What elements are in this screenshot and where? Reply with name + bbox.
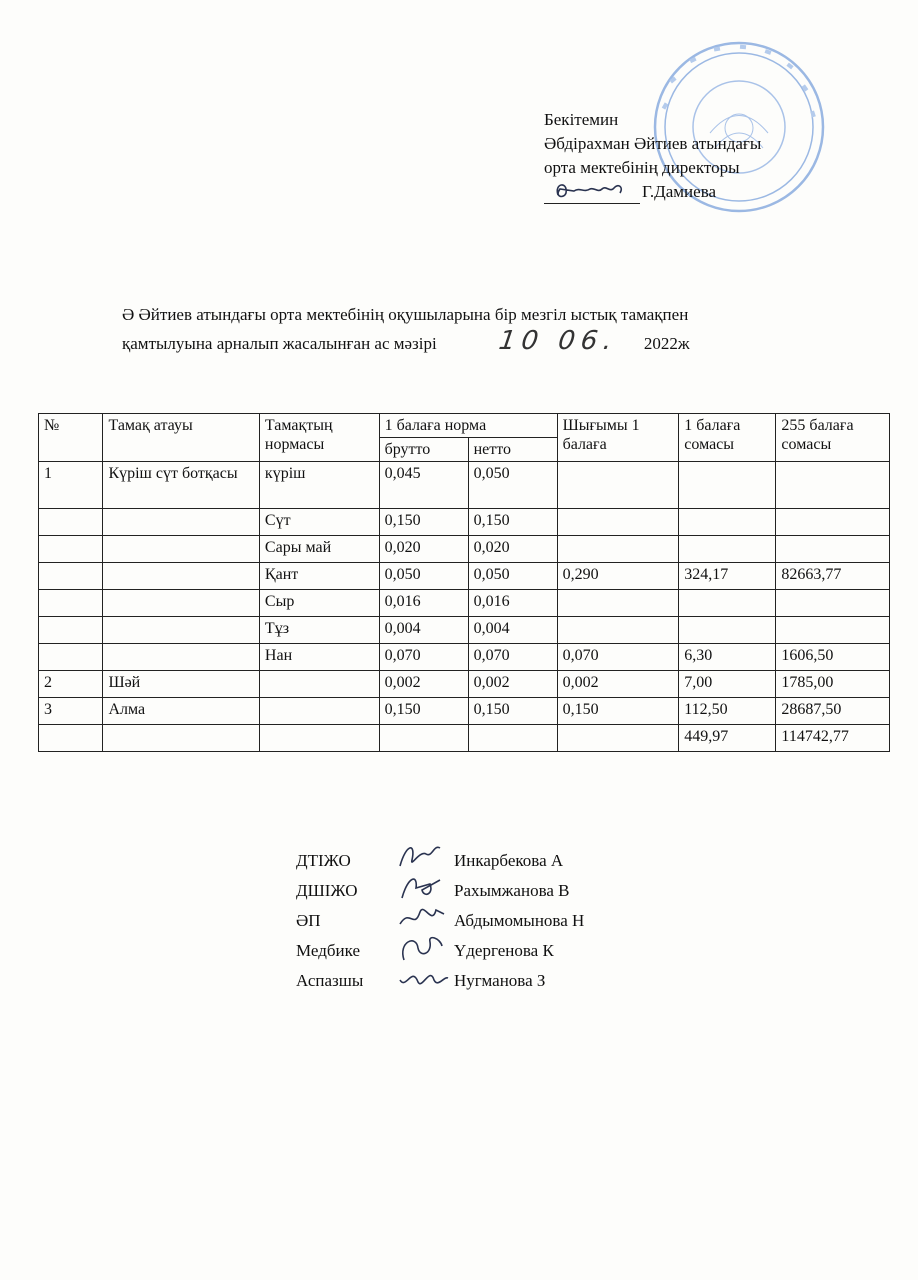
- table-cell: [679, 590, 776, 617]
- handwritten-date: 10 06.: [496, 326, 620, 356]
- table-row: [39, 590, 890, 617]
- table-cell: Сыр: [259, 590, 379, 617]
- table-cell: [39, 725, 103, 752]
- table-cell: 1: [39, 462, 103, 509]
- table-row: [39, 698, 890, 725]
- table-cell: Сүт: [259, 509, 379, 536]
- title-line-2: [122, 328, 882, 357]
- table-cell: [39, 509, 103, 536]
- table-cell: [39, 563, 103, 590]
- header-dish: Тамақ атауы: [103, 414, 259, 462]
- table-row: [39, 536, 890, 563]
- director-signature-scribble: [544, 179, 640, 201]
- table-body: [39, 462, 890, 752]
- header-per-child-norm: 1 балаға норма: [379, 414, 557, 438]
- table-cell: 0,150: [557, 698, 679, 725]
- signature-role: Медбике: [296, 941, 360, 960]
- table-cell: [103, 563, 259, 590]
- table-cell: [557, 536, 679, 563]
- signature-role: ДШІЖО: [296, 881, 358, 900]
- table-cell: 1785,00: [776, 671, 890, 698]
- table-cell: [557, 617, 679, 644]
- signature-name: Абдымомынова Н: [454, 911, 585, 930]
- table-cell: 0,016: [379, 590, 468, 617]
- table-cell: 324,17: [679, 563, 776, 590]
- table-cell: [103, 644, 259, 671]
- table-row: [39, 725, 890, 752]
- table-cell: [679, 509, 776, 536]
- signature-name: Үдергенова К: [454, 941, 554, 960]
- menu-table: [38, 413, 890, 752]
- table-cell: Күріш сүт ботқасы: [103, 462, 259, 509]
- director-name: Г.Дамиева: [642, 182, 717, 201]
- title-line-1: Ә Әйтиев атындағы орта мектебінің оқушыларына бір мезгіл ыстық тамақпен: [122, 305, 689, 324]
- table-cell: [557, 590, 679, 617]
- signature-name: Инкарбекова А: [454, 851, 564, 870]
- signature-role: ӘП: [296, 911, 321, 930]
- table-cell: 0,150: [468, 698, 557, 725]
- table-cell: 0,002: [557, 671, 679, 698]
- table-cell: 114742,77: [776, 725, 890, 752]
- director-signature: [544, 185, 640, 204]
- approval-signature-line: [544, 180, 761, 204]
- table-cell: [39, 536, 103, 563]
- table-cell: [776, 590, 890, 617]
- table-cell: 0,002: [468, 671, 557, 698]
- table-cell: 0,150: [379, 509, 468, 536]
- table-cell: 0,020: [379, 536, 468, 563]
- table-row: [39, 563, 890, 590]
- signature-name: Рахымжанова В: [454, 881, 570, 900]
- table-cell: [259, 698, 379, 725]
- table-cell: [679, 462, 776, 509]
- approval-block: [544, 108, 761, 204]
- handwritten-signature: [396, 960, 456, 996]
- table-cell: [679, 617, 776, 644]
- table-cell: [39, 617, 103, 644]
- table-cell: 0,020: [468, 536, 557, 563]
- table-cell: 0,004: [468, 617, 557, 644]
- signature-role: Аспазшы: [296, 971, 364, 990]
- approval-position-line: орта мектебінің директоры: [544, 158, 740, 177]
- table-cell: 0,070: [468, 644, 557, 671]
- table-cell: [379, 725, 468, 752]
- table-cell: Тұз: [259, 617, 379, 644]
- table-cell: [259, 725, 379, 752]
- table-cell: күріш: [259, 462, 379, 509]
- title-line-2-text: қамтылуына арналып жасалынған ас мәзірі: [122, 334, 437, 353]
- table-cell: [103, 590, 259, 617]
- table-cell: 0,070: [379, 644, 468, 671]
- table-cell: 1606,50: [776, 644, 890, 671]
- table-cell: [103, 536, 259, 563]
- header-norm: Тамақтың нормасы: [259, 414, 379, 462]
- table-cell: [259, 671, 379, 698]
- table-cell: [557, 725, 679, 752]
- table-cell: [557, 462, 679, 509]
- table-cell: 7,00: [679, 671, 776, 698]
- header-brutto: брутто: [379, 438, 468, 462]
- table-cell: 0,004: [379, 617, 468, 644]
- table-cell: [776, 462, 890, 509]
- table-cell: [39, 590, 103, 617]
- table-cell: 0,002: [379, 671, 468, 698]
- header-cost-255: 255 балаға сомасы: [776, 414, 890, 462]
- table-cell: 6,30: [679, 644, 776, 671]
- table-cell: [679, 536, 776, 563]
- table-cell: 82663,77: [776, 563, 890, 590]
- table-cell: [468, 725, 557, 752]
- table-cell: 2: [39, 671, 103, 698]
- table-cell: 449,97: [679, 725, 776, 752]
- table-cell: [776, 617, 890, 644]
- table-cell: Шәй: [103, 671, 259, 698]
- table-cell: 112,50: [679, 698, 776, 725]
- table-header-row: [39, 414, 890, 438]
- table-cell: 0,070: [557, 644, 679, 671]
- table-cell: 0,045: [379, 462, 468, 509]
- table-cell: [103, 725, 259, 752]
- approval-heading: Бекітемин: [544, 110, 619, 129]
- table-cell: 28687,50: [776, 698, 890, 725]
- table-cell: 0,050: [468, 563, 557, 590]
- table-row: [39, 671, 890, 698]
- table-cell: 0,050: [468, 462, 557, 509]
- signature-role: ДТІЖО: [296, 851, 351, 870]
- table-cell: 0,050: [379, 563, 468, 590]
- table-cell: [39, 644, 103, 671]
- table-cell: 0,150: [468, 509, 557, 536]
- header-no: №: [39, 414, 103, 462]
- table-cell: Алма: [103, 698, 259, 725]
- signature-name: Нугманова З: [454, 971, 546, 990]
- table-cell: Қант: [259, 563, 379, 590]
- table-cell: 0,290: [557, 563, 679, 590]
- table-cell: [776, 509, 890, 536]
- table-cell: [557, 509, 679, 536]
- table-row: [39, 509, 890, 536]
- table-cell: 0,016: [468, 590, 557, 617]
- table-cell: Сары май: [259, 536, 379, 563]
- table-cell: 0,150: [379, 698, 468, 725]
- date-year: 2022ж: [643, 334, 690, 353]
- table-cell: Нан: [259, 644, 379, 671]
- table-row: [39, 462, 890, 509]
- header-yield: Шығымы 1 балаға: [557, 414, 679, 462]
- table-row: [39, 644, 890, 671]
- table-cell: [103, 617, 259, 644]
- table-cell: [776, 536, 890, 563]
- approval-school-line: Әбдірахман Әйтиев атындағы: [544, 134, 762, 153]
- table-cell: [103, 509, 259, 536]
- header-cost-one: 1 балаға сомасы: [679, 414, 776, 462]
- table-cell: 3: [39, 698, 103, 725]
- document-title: [122, 302, 882, 357]
- header-netto: нетто: [468, 438, 557, 462]
- table-row: [39, 617, 890, 644]
